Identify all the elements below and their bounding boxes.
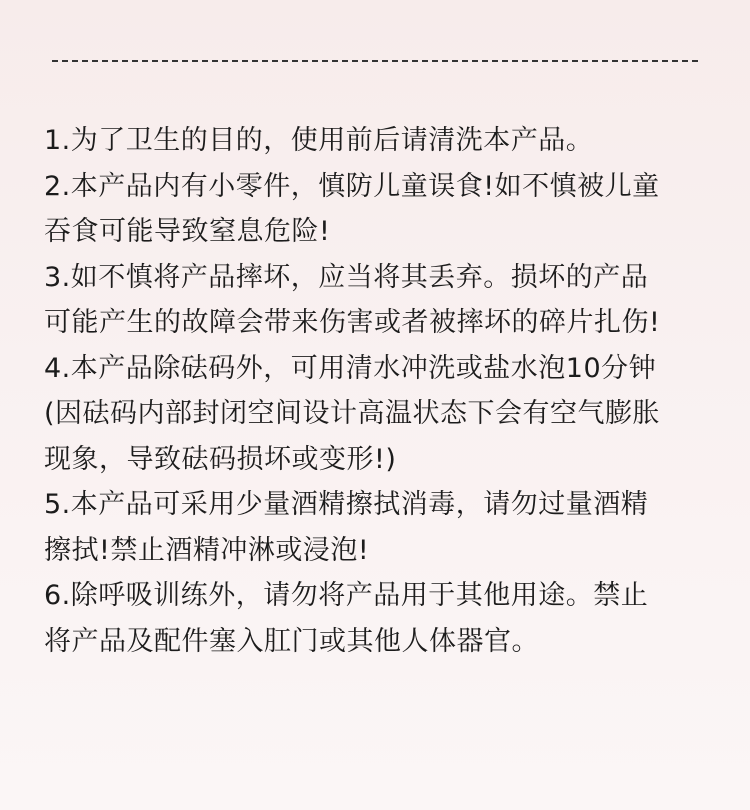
note-line: 4.本产品除砝码外，可用清水冲洗或盐水泡10分钟 (44, 352, 657, 384)
note-line: 6.除呼吸训练外，请勿将产品用于其他用途。禁止 (44, 580, 649, 611)
note-line: (因砝码内部封闭空间设计高温状态下会有空气膨胀 (44, 398, 661, 429)
note-line: 吞食可能导致窒息危险! (44, 216, 331, 247)
note-line: 3.如不慎将产品摔坏，应当将其丢弃。损坏的产品 (44, 261, 649, 293)
dashed-divider (52, 60, 698, 62)
note-line: 将产品及配件塞入肛门或其他人体器官。 (44, 625, 539, 657)
note-line: 可能产生的故障会带来伤害或者被摔坏的碎片扎伤! (44, 307, 661, 338)
note-line: 擦拭!禁止酒精冲淋或浸泡! (44, 534, 370, 566)
usage-notes (44, 118, 714, 664)
note-line: 1.为了卫生的目的，使用前后请清洗本产品。 (44, 125, 594, 156)
note-line: 5.本产品可采用少量酒精擦拭消毒，请勿过量酒精 (44, 489, 649, 520)
note-line: 现象，导致砝码损坏或变形!) (44, 443, 397, 475)
note-line: 2.本产品内有小零件，慎防儿童误食!如不慎被儿童 (44, 170, 660, 202)
